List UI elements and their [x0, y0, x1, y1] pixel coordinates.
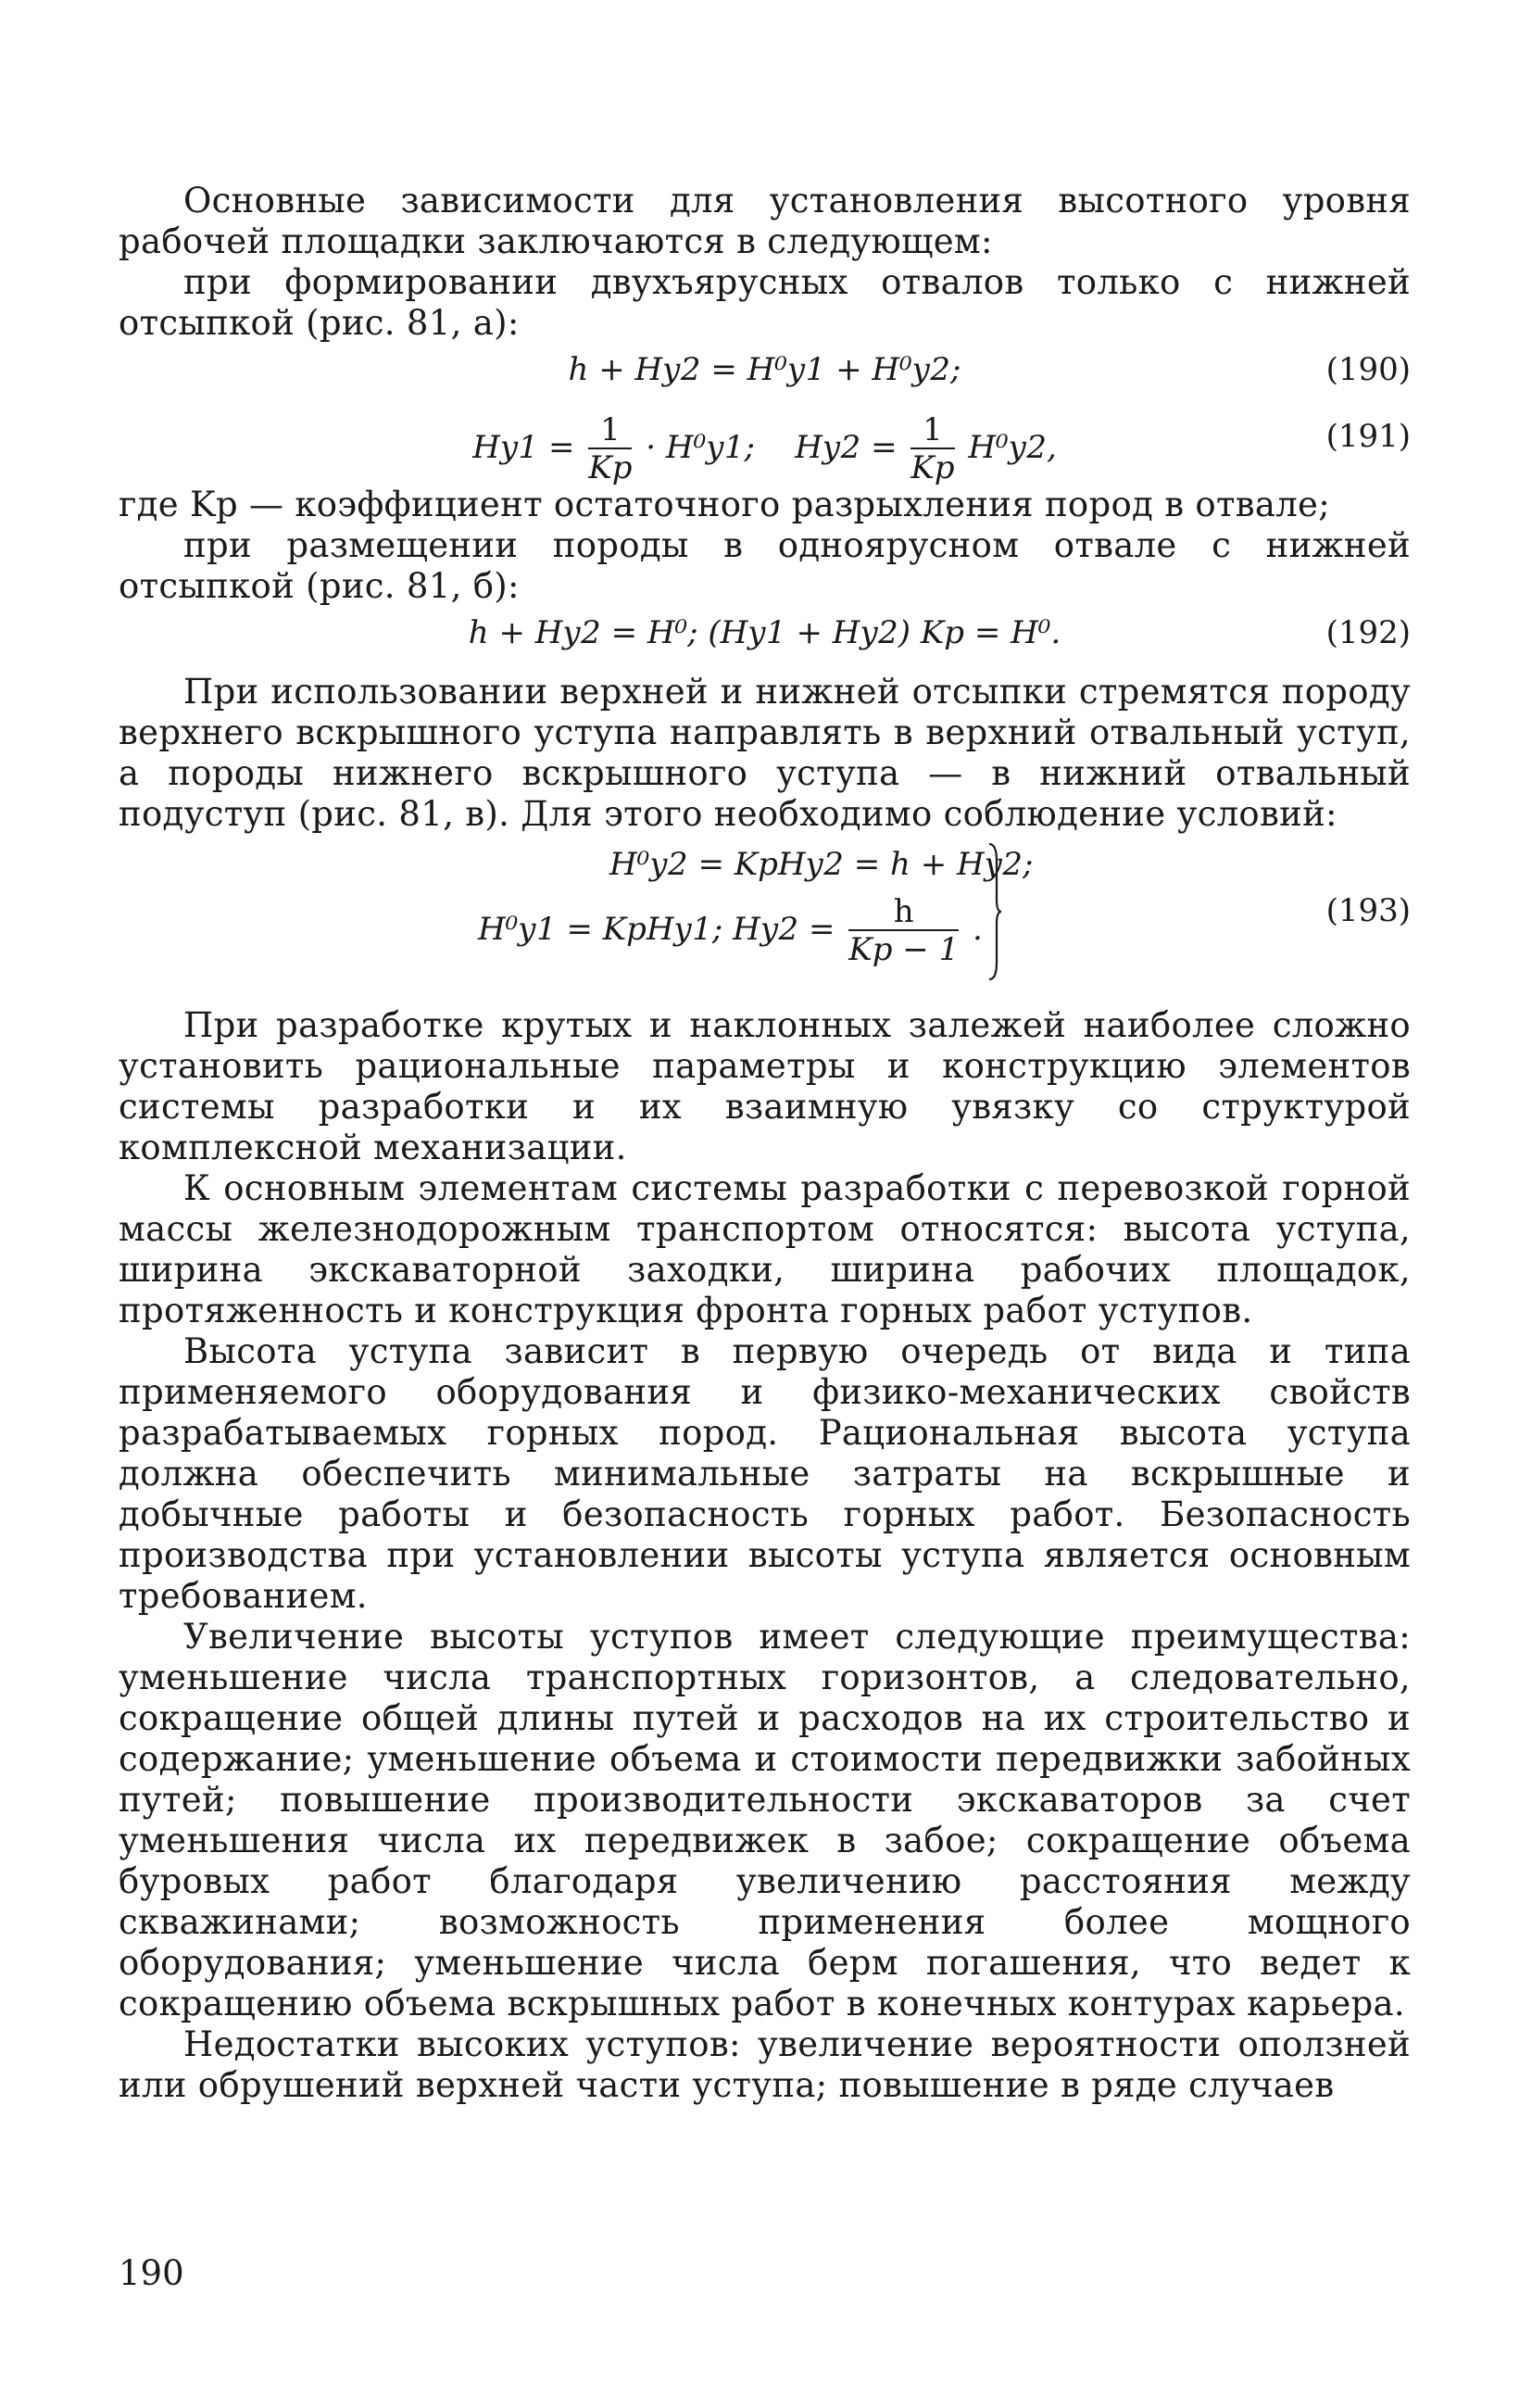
equation-193-fraction-numerator: h	[848, 894, 959, 931]
equation-192-number: (192)	[1325, 614, 1411, 651]
equation-190-body: h + Hу2 = H⁰у1 + H⁰у2;	[568, 351, 961, 388]
equation-193-line-2	[478, 894, 983, 968]
equation-193-line-1: H⁰у2 = KрHу2 = h + Hу2;	[609, 846, 1034, 883]
equation-193-number: (193)	[1325, 892, 1411, 929]
equation-192	[119, 607, 1411, 659]
equation-193-line-2-left: H⁰у1 = KрHу1; Hу2 =	[478, 911, 835, 948]
equation-193	[119, 838, 1411, 996]
paragraph-where-kp: где Kр — коэффициент остаточного разрыхления пород в отвале;	[119, 485, 1330, 524]
equation-191-body	[119, 412, 1411, 486]
equation-191-fraction-2-numerator: 1	[910, 412, 954, 449]
equation-193-fraction-denominator: Kр − 1	[848, 931, 960, 968]
equation-191-part2-right: H⁰у2,	[968, 429, 1057, 466]
equation-190	[119, 344, 1411, 396]
paragraph-intro: Основные зависимости для установления высотного уровня рабочей площадки заключаются в следующем:	[119, 181, 1411, 261]
paragraph-upper-lower: При использовании верхней и нижней отсыпки стремятся породу верхнего вскрышного уступа направлять в верхний отвальный уступ, а породы нижнего вскрышного уступа — в нижний отвальный подуступ (рис. 81, в). Для этого необходимо соблюдение условий:	[119, 672, 1411, 834]
paragraph-system-elements: К основным элементам системы разработки с перевозкой горной массы железнодорожным транспортом относятся: высота уступа, ширина экскаваторной заходки, ширина рабочих площадок, протяженность и конструкция фронта горных работ уступов.	[119, 1168, 1411, 1330]
right-brace-icon	[987, 842, 1002, 981]
paragraph-single-tier: при размещении породы в одноярусном отвале с нижней отсыпкой (рис. 81, б):	[119, 525, 1411, 606]
page-body	[119, 181, 1411, 2106]
equation-193-line-2-right: .	[973, 911, 983, 948]
paragraph-advantages: Увеличение высоты уступов имеет следующие преимущества: уменьшение числа транспортных горизонтов, а следовательно, сокращение общей длины путей и расходов на их строительство и содержание; уменьшение объема и стоимости передвижки забойных путей; повышение производительности экскаваторов за счет уменьшения числа их передвижек в забое; сокращение объема буровых работ благодаря увеличению расстояния между скважинами; возможность применения более мощного оборудования; уменьшение числа берм погашения, что ведет к сокращению объема вскрышных работ в конечных контурах карьера.	[119, 1617, 1411, 2023]
equation-192-body: h + Hу2 = H⁰; (Hу1 + Hу2) Kр = H⁰.	[468, 614, 1061, 651]
equation-191-part1-left: Hу1 =	[472, 429, 575, 466]
page-number: 190	[119, 2253, 184, 2293]
equation-191-number: (191)	[1325, 418, 1411, 455]
equation-191	[119, 396, 1411, 485]
equation-191-part2-left: Hу2 =	[795, 429, 898, 466]
equation-191-part1-right: · H⁰у1;	[646, 429, 756, 466]
paragraph-disadvantages: Недостатки высоких уступов: увеличение вероятности оползней или обрушений верхней части уступа; повышение в ряде случаев	[119, 2024, 1411, 2105]
equation-191-fraction-2	[910, 412, 954, 486]
equation-191-fraction-1	[588, 412, 632, 486]
paragraph-bench-height: Высота уступа зависит в первую очередь от вида и типа применяемого оборудования и физико-механических свойств разрабатываемых горных пород. Рациональная высота уступа должна обеспечить минимальные затраты на вскрышные и добычные работы и безопасность горных работ. Безопасность производства при установлении высоты уступа является основным требованием.	[119, 1331, 1411, 1616]
equation-191-fraction-2-denominator: Kр	[910, 449, 955, 486]
equation-193-fraction	[848, 894, 959, 968]
equation-190-number: (190)	[1325, 351, 1411, 388]
paragraph-steep-deposits: При разработке крутых и наклонных залежей наиболее сложно установить рациональные параметры и конструкцию элементов системы разработки и их взаимную увязку со структурой комплексной механизации.	[119, 1005, 1411, 1167]
equation-191-fraction-1-numerator: 1	[588, 412, 632, 449]
equation-191-fraction-1-denominator: Kр	[588, 449, 633, 486]
paragraph-two-tier: при формировании двухъярусных отвалов только с нижней отсыпкой (рис. 81, а):	[119, 262, 1411, 343]
